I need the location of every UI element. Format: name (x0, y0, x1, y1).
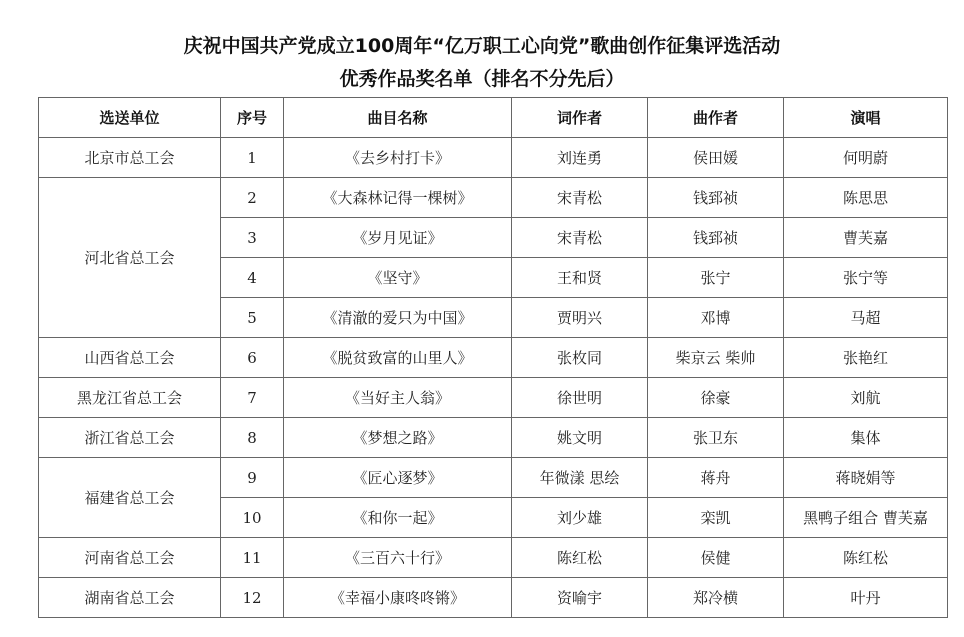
lyricist-cell: 贾明兴 (512, 298, 648, 338)
row-number-cell: 5 (221, 298, 284, 338)
table-row (39, 138, 948, 178)
row-number-cell: 12 (221, 578, 284, 618)
row-number-cell: 2 (221, 178, 284, 218)
row-number-cell: 10 (221, 498, 284, 538)
song-title-cell: 《大森林记得一棵树》 (284, 178, 512, 218)
singer-cell: 陈思思 (784, 178, 948, 218)
lyricist-cell: 刘少雄 (512, 498, 648, 538)
table-row (39, 338, 948, 378)
composer-cell: 张卫东 (648, 418, 784, 458)
row-number-cell: 1 (221, 138, 284, 178)
singer-cell: 叶丹 (784, 578, 948, 618)
row-number-cell: 7 (221, 378, 284, 418)
lyricist-cell: 陈红松 (512, 538, 648, 578)
song-title-cell: 《和你一起》 (284, 498, 512, 538)
row-number-cell: 4 (221, 258, 284, 298)
table-row (39, 378, 948, 418)
song-title-cell: 《清澈的爱只为中国》 (284, 298, 512, 338)
row-number-cell: 3 (221, 218, 284, 258)
singer-cell: 马超 (784, 298, 948, 338)
singer-cell: 黑鸭子组合 曹芙嘉 (784, 498, 948, 538)
composer-cell: 栾凯 (648, 498, 784, 538)
singer-cell: 张宁等 (784, 258, 948, 298)
song-title-cell: 《幸福小康咚咚锵》 (284, 578, 512, 618)
table-row (39, 418, 948, 458)
lyricist-cell: 年微漾 思绘 (512, 458, 648, 498)
singer-cell: 何明蔚 (784, 138, 948, 178)
unit-cell: 浙江省总工会 (39, 418, 221, 458)
table-row (39, 458, 948, 498)
composer-cell: 侯健 (648, 538, 784, 578)
table-row (39, 178, 948, 218)
singer-cell: 蒋晓娟等 (784, 458, 948, 498)
unit-cell: 山西省总工会 (39, 338, 221, 378)
singer-cell: 集体 (784, 418, 948, 458)
song-title-cell: 《匠心逐梦》 (284, 458, 512, 498)
table-row (39, 578, 948, 618)
lyricist-cell: 宋青松 (512, 178, 648, 218)
composer-cell: 侯田媛 (648, 138, 784, 178)
composer-cell: 邓博 (648, 298, 784, 338)
composer-cell: 蒋舟 (648, 458, 784, 498)
song-title-cell: 《脱贫致富的山里人》 (284, 338, 512, 378)
table-header-row (39, 98, 948, 138)
song-title-cell: 《三百六十行》 (284, 538, 512, 578)
unit-cell: 河南省总工会 (39, 538, 221, 578)
award-table (38, 97, 948, 618)
unit-cell: 黑龙江省总工会 (39, 378, 221, 418)
song-title-cell: 《去乡村打卡》 (284, 138, 512, 178)
lyricist-cell: 刘连勇 (512, 138, 648, 178)
composer-cell: 张宁 (648, 258, 784, 298)
singer-cell: 刘航 (784, 378, 948, 418)
unit-cell: 湖南省总工会 (39, 578, 221, 618)
header-unit: 选送单位 (39, 98, 221, 138)
composer-cell: 钱郅祯 (648, 178, 784, 218)
lyricist-cell: 王和贤 (512, 258, 648, 298)
table-body (39, 138, 948, 618)
unit-cell: 北京市总工会 (39, 138, 221, 178)
singer-cell: 张艳红 (784, 338, 948, 378)
composer-cell: 钱郅祯 (648, 218, 784, 258)
lyricist-cell: 姚文明 (512, 418, 648, 458)
document-title: 庆祝中国共产党成立100周年“亿万职工心向党”歌曲创作征集评选活动 (183, 35, 781, 57)
header-song: 曲目名称 (284, 98, 512, 138)
header-number: 序号 (221, 98, 284, 138)
lyricist-cell: 徐世明 (512, 378, 648, 418)
header-composer: 曲作者 (648, 98, 784, 138)
lyricist-cell: 张枚同 (512, 338, 648, 378)
row-number-cell: 9 (221, 458, 284, 498)
header-lyricist: 词作者 (512, 98, 648, 138)
unit-cell: 福建省总工会 (39, 458, 221, 538)
song-title-cell: 《坚守》 (284, 258, 512, 298)
row-number-cell: 11 (221, 538, 284, 578)
header-singer: 演唱 (784, 98, 948, 138)
song-title-cell: 《梦想之路》 (284, 418, 512, 458)
composer-cell: 郑冷横 (648, 578, 784, 618)
table-row (39, 538, 948, 578)
song-title-cell: 《当好主人翁》 (284, 378, 512, 418)
song-title-cell: 《岁月见证》 (284, 218, 512, 258)
singer-cell: 曹芙嘉 (784, 218, 948, 258)
row-number-cell: 6 (221, 338, 284, 378)
singer-cell: 陈红松 (784, 538, 948, 578)
composer-cell: 徐豪 (648, 378, 784, 418)
unit-cell: 河北省总工会 (39, 178, 221, 338)
row-number-cell: 8 (221, 418, 284, 458)
composer-cell: 柴京云 柴帅 (648, 338, 784, 378)
document-subtitle: 优秀作品奖名单（排名不分先后） (339, 68, 625, 90)
lyricist-cell: 宋青松 (512, 218, 648, 258)
lyricist-cell: 资喻宇 (512, 578, 648, 618)
